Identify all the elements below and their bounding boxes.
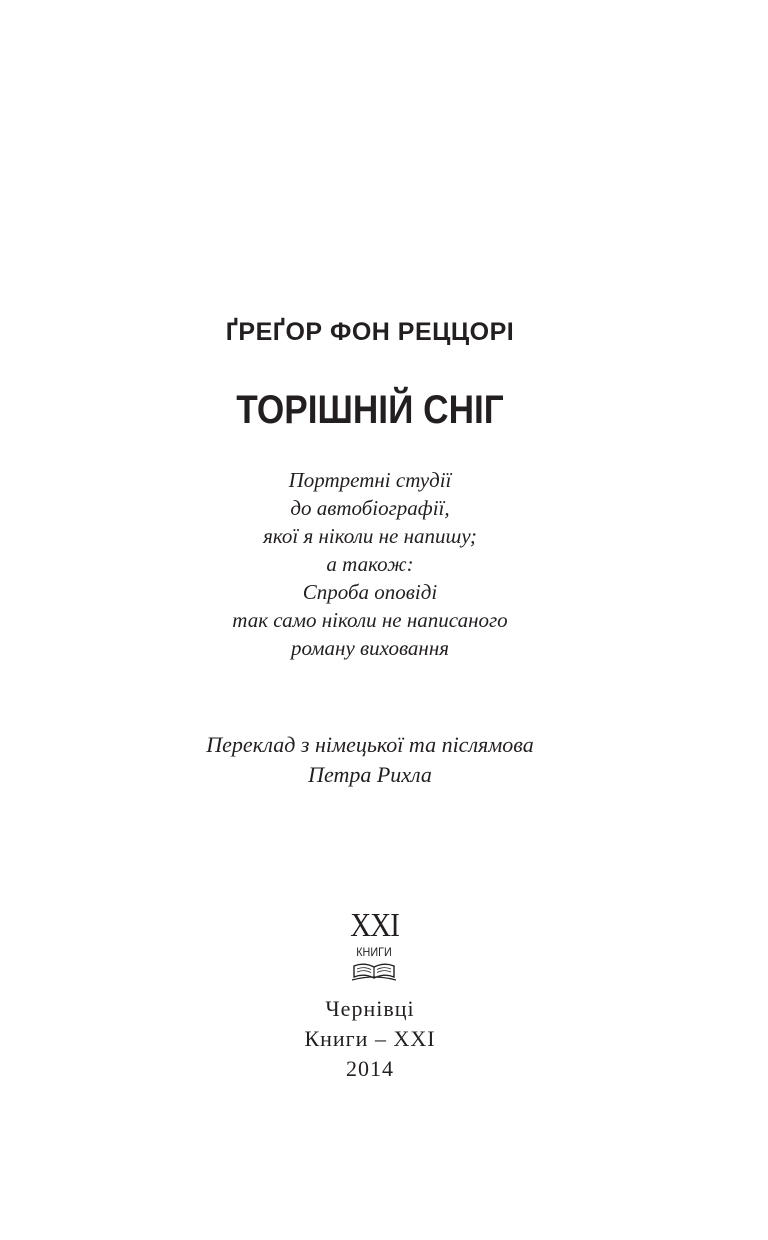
subtitle-line: до автобіографії, <box>290 496 450 520</box>
book-title: ТОРІШНІЙ СНІГ <box>236 388 504 432</box>
imprint <box>0 994 740 1084</box>
translator-name: Петра Рихла <box>308 762 432 787</box>
subtitle-line: роману виховання <box>290 636 450 660</box>
translation-line: Переклад з німецької та післямова <box>206 732 534 757</box>
imprint-year: 2014 <box>346 1056 394 1081</box>
subtitle-line: Спроба оповіді <box>302 580 438 604</box>
subtitle-block <box>0 466 740 662</box>
publisher-logo <box>346 908 402 982</box>
subtitle-line: Портретні студії <box>288 468 452 492</box>
subtitle-line: так само ніколи не написаного <box>232 608 508 632</box>
logo-word: КНИГИ <box>356 945 392 959</box>
subtitle-line: а також: <box>326 552 414 576</box>
imprint-city: Чернівці <box>325 996 415 1021</box>
open-book-icon <box>350 960 398 982</box>
translation-credit <box>0 730 740 790</box>
logo-mark: XXI <box>350 907 400 944</box>
subtitle-line: якої я ніколи не напишу; <box>263 524 477 548</box>
imprint-publisher: Книги – XXI <box>304 1026 436 1051</box>
author-name: ҐРЕҐОР ФОН РЕЦЦОРІ <box>225 318 515 346</box>
